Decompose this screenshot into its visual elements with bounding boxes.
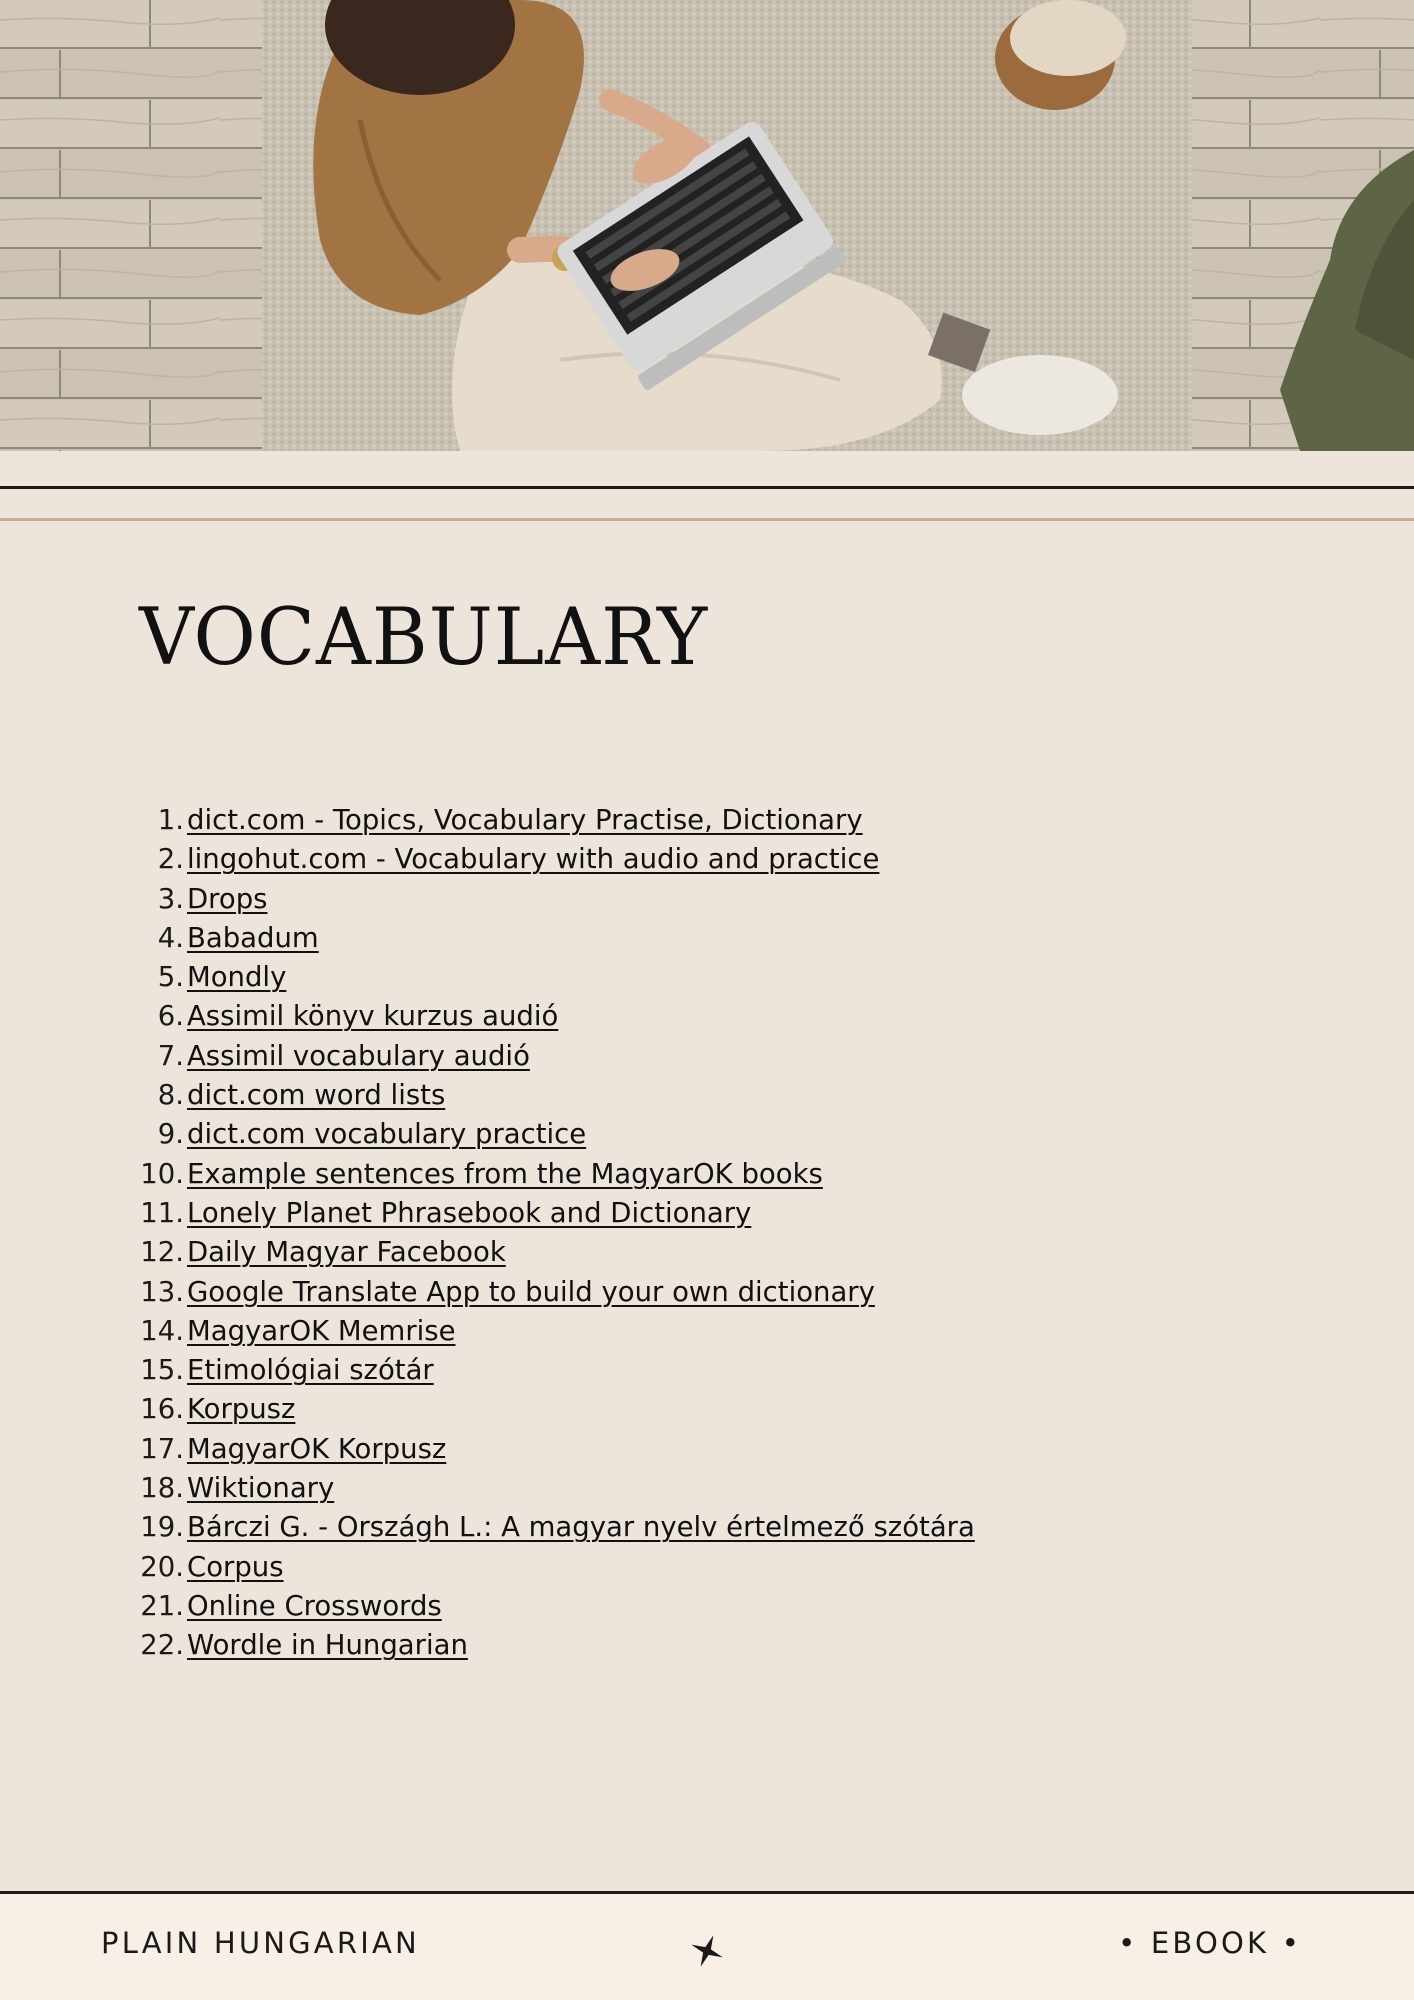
- divider-tan: [0, 518, 1414, 521]
- list-item: [0, 1233, 975, 1272]
- resource-link[interactable]: Etimológiai szótár: [187, 1354, 434, 1387]
- footer-brand: PLAIN HUNGARIAN: [101, 1926, 420, 1960]
- item-number: 10.: [140, 1157, 184, 1190]
- list-item: [0, 1469, 975, 1508]
- item-number: 19.: [140, 1511, 184, 1544]
- resource-link[interactable]: Wiktionary: [187, 1472, 335, 1505]
- item-number: 12.: [140, 1236, 184, 1269]
- resource-link[interactable]: Wordle in Hungarian: [187, 1629, 468, 1662]
- item-number: 11.: [140, 1196, 184, 1229]
- woman-laptop-illustration: [0, 0, 1414, 451]
- item-number: 14.: [140, 1314, 184, 1347]
- item-number: 8.: [157, 1079, 184, 1112]
- item-number: 1.: [157, 804, 184, 836]
- list-item: [0, 880, 975, 919]
- item-number: 17.: [140, 1432, 184, 1465]
- resource-link[interactable]: dict.com word lists: [187, 1079, 446, 1112]
- item-number: 3.: [157, 882, 184, 915]
- resource-link[interactable]: Drops: [187, 882, 268, 915]
- resource-link[interactable]: Daily Magyar Facebook: [187, 1236, 506, 1269]
- item-number: 22.: [140, 1629, 184, 1662]
- resource-link[interactable]: Korpusz: [187, 1393, 296, 1426]
- footer: [0, 1891, 1414, 2000]
- list-item: [0, 1194, 975, 1233]
- item-number: 18.: [140, 1472, 184, 1505]
- item-number: 9.: [157, 1118, 184, 1151]
- resource-link[interactable]: dict.com - Topics, Vocabulary Practise, Dictionary: [187, 804, 863, 836]
- resource-link[interactable]: Babadum: [187, 921, 319, 954]
- list-item: [0, 1390, 975, 1429]
- list-item: [0, 1548, 975, 1587]
- list-item: [0, 919, 975, 958]
- item-number: 5.: [157, 961, 184, 994]
- list-item: [0, 801, 975, 840]
- item-number: 15.: [140, 1354, 184, 1387]
- list-item: [0, 1037, 975, 1076]
- resource-link[interactable]: lingohut.com - Vocabulary with audio and practice: [187, 843, 880, 876]
- resource-link[interactable]: Bárczi G. - Országh L.: A magyar nyelv értelmező szótára: [187, 1511, 975, 1544]
- resource-link[interactable]: Google Translate App to build your own dictionary: [187, 1275, 875, 1308]
- item-number: 4.: [157, 921, 184, 954]
- resource-link[interactable]: MagyarOK Memrise: [187, 1314, 456, 1347]
- item-number: 21.: [140, 1589, 184, 1622]
- footer-ebook-label: • EBOOK •: [1118, 1926, 1302, 1960]
- list-item: [0, 1351, 975, 1390]
- resource-link[interactable]: Corpus: [187, 1550, 284, 1583]
- vocabulary-list: [0, 801, 975, 1666]
- item-number: 20.: [140, 1550, 184, 1583]
- hero-photo: [0, 0, 1414, 451]
- item-number: 6.: [157, 1000, 184, 1033]
- resource-link[interactable]: Assimil könyv kurzus audió: [187, 1000, 559, 1033]
- resource-link[interactable]: MagyarOK Korpusz: [187, 1432, 447, 1465]
- list-item: [0, 1587, 975, 1626]
- list-item: [0, 1312, 975, 1351]
- item-number: 13.: [140, 1275, 184, 1308]
- list-item: [0, 958, 975, 997]
- item-number: 7.: [157, 1039, 184, 1072]
- resource-link[interactable]: Lonely Planet Phrasebook and Dictionary: [187, 1196, 752, 1229]
- list-item: [0, 1076, 975, 1115]
- divider-dark: [0, 486, 1414, 489]
- resource-link[interactable]: dict.com vocabulary practice: [187, 1118, 587, 1151]
- page-title: VOCABULARY: [139, 590, 709, 683]
- four-point-star-icon: [690, 1934, 724, 1968]
- list-item: [0, 1155, 975, 1194]
- resource-link[interactable]: Mondly: [187, 961, 287, 994]
- list-item: [0, 1273, 975, 1312]
- list-item: [0, 1626, 975, 1665]
- list-item: [0, 997, 975, 1036]
- list-item: [0, 1430, 975, 1469]
- item-number: 2.: [157, 843, 184, 876]
- resource-link[interactable]: Example sentences from the MagyarOK books: [187, 1157, 823, 1190]
- item-number: 16.: [140, 1393, 184, 1426]
- resource-link[interactable]: Assimil vocabulary audió: [187, 1039, 530, 1072]
- list-item: [0, 1115, 975, 1154]
- list-item: [0, 1508, 975, 1547]
- list-item: [0, 840, 975, 879]
- resource-link[interactable]: Online Crosswords: [187, 1589, 442, 1622]
